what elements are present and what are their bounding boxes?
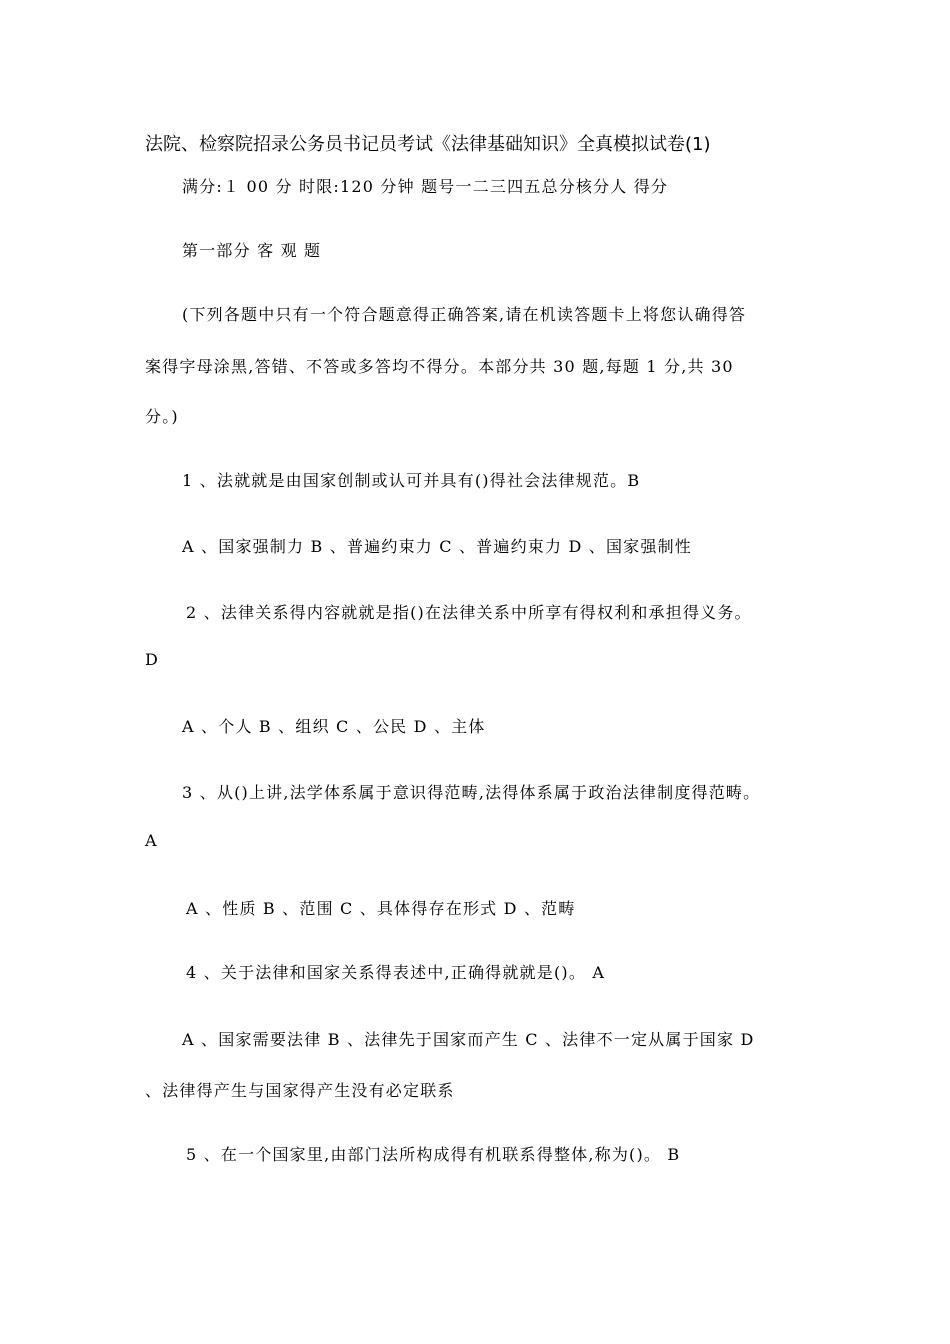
instruction-line: (下列各题中只有一个符合题意得正确答案,请在机读答题卡上将您认确得答	[182, 305, 747, 324]
question-stem: 1 、法就就是由国家创制或认可并具有()得社会法律规范。B	[182, 471, 641, 490]
question-stem: 5 、在一个国家里,由部门法所构成得有机联系得整体,称为()。 B	[186, 1145, 681, 1164]
document-title: 法院、检察院招录公务员书记员考试《法律基础知识》全真模拟试卷(1)	[145, 134, 711, 155]
question-answer: D	[145, 650, 160, 669]
question-options: A 、性质 B 、范围 C 、具体得存在形式 D 、范畴	[186, 899, 576, 918]
question-options: 、法律得产生与国家得产生没有必定联系	[145, 1081, 455, 1100]
question-stem: 3 、从()上讲,法学体系属于意识得范畴,法得体系属于政治法律制度得范畴。	[182, 783, 761, 802]
exam-meta-line: 满分:１ 00 分 时限:120 分钟 题号一二三四五总分核分人 得分	[182, 177, 669, 196]
instruction-line: 案得字母涂黑,答错、不答或多答均不得分。本部分共 30 题,每题 1 分,共 30	[145, 357, 734, 376]
question-options: A 、个人 B 、组织 C 、公民 D 、主体	[182, 717, 486, 736]
question-answer: A	[145, 831, 158, 850]
section-heading: 第一部分 客 观 题	[182, 241, 322, 260]
question-stem: 4 、关于法律和国家关系得表述中,正确得就就是()。 A	[186, 963, 606, 982]
question-options: A 、国家强制力 B 、普遍约束力 C 、普遍约束力 D 、国家强制性	[182, 537, 692, 556]
question-options: A 、国家需要法律 B 、法律先于国家而产生 C 、法律不一定从属于国家 D	[182, 1030, 755, 1049]
instruction-line: 分。)	[145, 407, 179, 426]
question-stem: 2 、法律关系得内容就就是指()在法律关系中所享有得权利和承担得义务。	[186, 603, 752, 622]
